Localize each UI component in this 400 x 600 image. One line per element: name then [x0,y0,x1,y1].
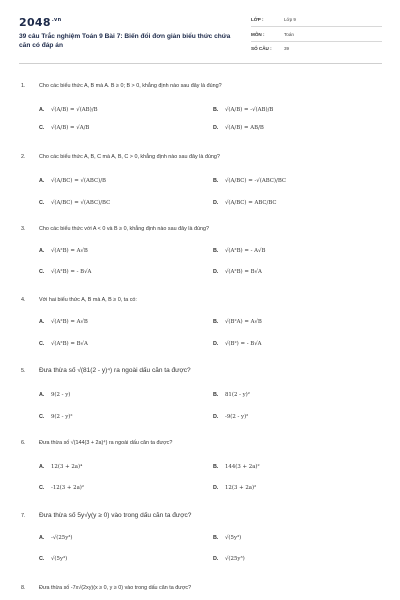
page-title: 39 câu Trắc nghiệm Toán 9 Bài 7: Biến đổi đơn giản biểu thức chứa căn có đáp án [19,33,231,49]
logo-text: 2048 [19,16,51,29]
option-d[interactable] [213,269,262,275]
question-number: 2. [21,154,26,160]
option-label: B. [213,464,219,470]
option-text: √(A²B) = B√A [225,269,262,275]
option-label: A. [39,107,45,113]
option-c[interactable] [39,341,88,347]
option-c[interactable] [39,125,89,131]
subject-label: MÔN : [251,32,265,37]
option-text: √(A/BC) = √(ABC)/B [51,178,106,184]
question-text: Với hai biểu thức A, B mà A, B ≥ 0, ta có: [39,297,137,303]
option-text: -12(3 + 2a)² [51,485,85,491]
question-number: 4. [21,297,26,303]
option-c[interactable] [39,556,67,562]
option-label: C. [39,414,45,420]
option-text: √(A/B) = -√(AB)/B [225,107,274,113]
option-b[interactable] [213,464,260,470]
question-number: 7. [21,513,26,519]
header-divider [19,63,382,64]
option-b[interactable] [213,535,241,541]
option-c[interactable] [39,200,110,206]
option-text: √(A/BC) = -√(ABC)/BC [225,178,287,184]
option-label: D. [213,341,219,347]
option-text: √(25y³) [225,556,245,562]
option-label: B. [213,535,219,541]
option-label: D. [213,269,219,275]
option-label: A. [39,248,45,254]
option-label: B. [213,178,219,184]
option-text: √(A/B) = √A/B [51,125,90,131]
option-c[interactable] [39,414,73,420]
option-label: A. [39,178,45,184]
option-b[interactable] [213,107,273,113]
option-d[interactable] [213,200,277,206]
option-label: D. [213,556,219,562]
question-text: Đưa thừa số √(81(2 - y)⁴) ra ngoài dấu căn ta được? [39,367,191,374]
option-c[interactable] [39,485,84,491]
option-b[interactable] [213,392,250,398]
option-text: √(A/B) = √(AB)/B [51,107,98,113]
option-text: √(A/BC) = ABC/BC [225,200,277,206]
option-text: √(A/BC) = √(ABC)/BC [51,200,111,206]
option-text: √(B²) = - B√A [225,341,262,347]
count-value: 39 [284,46,290,51]
option-d[interactable] [213,125,264,131]
option-label: B. [213,392,219,398]
question-number: 6. [21,440,26,446]
logo-tld: .vn [51,17,62,24]
option-a[interactable] [39,319,88,325]
option-b[interactable] [213,248,265,254]
option-text: 81(2 - y)² [225,392,250,398]
option-text: √(5y³) [51,556,68,562]
option-label: B. [213,107,219,113]
class-label: LỚP : [251,17,264,22]
option-text: 12(3 + 2a)⁴ [51,464,83,470]
option-d[interactable] [213,341,262,347]
option-label: C. [39,200,45,206]
option-text: √(5y³) [225,535,242,541]
option-d[interactable] [213,414,248,420]
option-text: √(A²B) = A√B [51,319,88,325]
divider [251,26,382,27]
option-text: √(B²A) = A√B [225,319,262,325]
option-a[interactable] [39,464,82,470]
option-text: -√(25y³) [51,535,73,541]
option-text: 12(3 + 2a)² [225,485,257,491]
question-number: 8. [21,585,26,591]
option-a[interactable] [39,178,106,184]
option-d[interactable] [213,485,256,491]
question-text: Đưa thừa số 5y√y(y ≥ 0) vào trong dấu căn ta được? [39,512,192,519]
option-label: A. [39,464,45,470]
question-text: Đưa thừa số -7x√(2xy)(x ≥ 0, y ≥ 0) vào trong dấu căn ta được? [39,585,192,591]
question-text: Cho các biểu thức A, B, C mà A, B, C > 0, khẳng định nào sau đây là đúng? [39,154,220,160]
option-a[interactable] [39,392,70,398]
option-label: C. [39,341,45,347]
option-label: C. [39,269,45,275]
option-c[interactable] [39,269,91,275]
option-label: A. [39,319,45,325]
class-value: Lớp 9 [284,17,296,22]
question-text: Cho các biểu thức A, B mà A. B ≥ 0; B > 0, khẳng định nào sau đây là đúng? [39,83,222,89]
question-number: 5. [21,368,26,374]
question-number: 1. [21,83,26,89]
question-text: Cho các biểu thức với A < 0 và B ≥ 0, khẳng định nào sau đây là đúng? [39,226,209,232]
option-text: √(A²B) = A√B [51,248,88,254]
option-b[interactable] [213,178,286,184]
option-a[interactable] [39,248,88,254]
option-a[interactable] [39,535,73,541]
option-text: 144(3 + 2a)² [225,464,260,470]
option-text: √(A/B) = AB/B [225,125,264,131]
page-header [0,0,400,62]
option-d[interactable] [213,556,245,562]
site-logo[interactable] [19,16,61,29]
option-label: D. [213,125,219,131]
option-text: √(A²B) = - B√A [51,269,92,275]
option-label: C. [39,125,45,131]
option-b[interactable] [213,319,262,325]
option-label: A. [39,392,45,398]
option-label: D. [213,200,219,206]
option-label: C. [39,556,45,562]
option-text: -9(2 - y)² [225,414,249,420]
question-text: Đưa thừa số √(144(3 + 2a)⁴) ra ngoài dấu căn ta được? [39,440,173,446]
option-text: √(A²B) = - A√B [225,248,266,254]
option-text: √(A²B) = B√A [51,341,88,347]
option-a[interactable] [39,107,98,113]
question-number: 3. [21,226,26,232]
option-label: B. [213,248,219,254]
option-text: 9(2 - y) [51,392,71,398]
count-label: SỐ CÂU : [251,46,272,51]
option-text: 9(2 - y)² [51,414,73,420]
option-label: B. [213,319,219,325]
option-label: D. [213,414,219,420]
divider [251,41,382,42]
option-label: D. [213,485,219,491]
option-label: C. [39,485,45,491]
option-label: A. [39,535,45,541]
subject-value: Toán [284,32,294,37]
